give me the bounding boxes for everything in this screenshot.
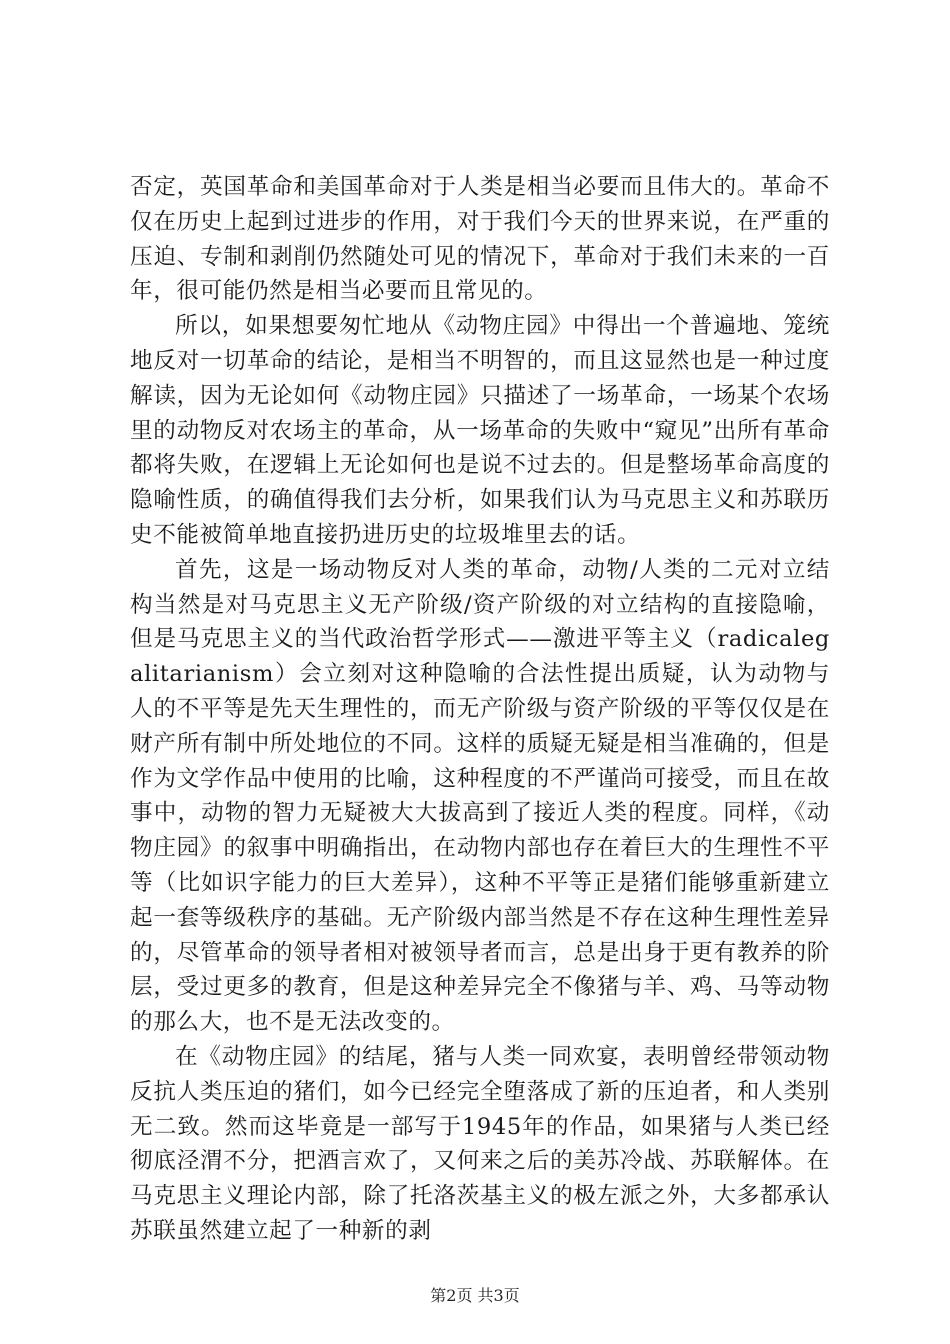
paragraph-3: 首先，这是一场动物反对人类的革命，动物/人类的二元对立结构当然是对马克思主义无产阶级/资产阶级的对立结构的直接隐喻，但是马克思主义的当代政治哲学形式——激进平等主义（radicalegalitarianism）会立刻对这种隐喻的合法性提出质疑，认为动物与人的不平等是先天生理性的，而无产阶级与资产阶级的平等仅仅是在财产所有制中所处地位的不同。这样的质疑无疑是相当准确的，但是作为文学作品中使用的比喻，这种程度的不严谨尚可接受，而且在故事中，动物的智力无疑被大大拔高到了接近人类的程度。同样，《动物庄园》的叙事中明确指出，在动物内部也存在着巨大的生理性不平等（比如识字能力的巨大差异），这种不平等正是猪们能够重新建立起一套等级秩序的基础。无产阶级内部当然是不存在这种生理性差异的，尽管革命的领导者相对被领导者而言，总是出身于更有教养的阶层，受过更多的教育，但是这种差异完全不像猪与羊、鸡、马等动物的那么大，也不是无法改变的。 [130, 556, 830, 1036]
page-number-footer: 第2页 共3页 [430, 1286, 520, 1305]
document-body [130, 170, 830, 1249]
paragraph-2: 所以，如果想要匆忙地从《动物庄园》中得出一个普遍地、笼统地反对一切革命的结论，是相当不明智的，而且这显然也是一种过度解读，因为无论如何《动物庄园》只描述了一场革命，一场某个农场里的动物反对农场主的革命，从一场革命的失败中“窥见”出所有革命都将失败，在逻辑上无论如何也是说不过去的。但是整场革命高度的隐喻性质，的确值得我们去分析，如果我们认为马克思主义和苏联历史不能被简单地直接扔进历史的垃圾堆里去的话。 [130, 313, 830, 548]
paragraph-4: 在《动物庄园》的结尾，猪与人类一同欢宴，表明曾经带领动物反抗人类压迫的猪们，如今已经完全堕落成了新的压迫者，和人类别无二致。然而这毕竟是一部写于1945年的作品，如果猪与人类已经彻底泾渭不分，把酒言欢了，又何来之后的美苏冷战、苏联解体。在马克思主义理论内部，除了托洛茨基主义的极左派之外，大多都承认苏联虽然建立起了一种新的剥 [130, 1043, 830, 1244]
paragraph-1: 否定，英国革命和美国革命对于人类是相当必要而且伟大的。革命不仅在历史上起到过进步的作用，对于我们今天的世界来说，在严重的压迫、专制和剥削仍然随处可见的情况下，革命对于我们未来的一百年，很可能仍然是相当必要而且常见的。 [130, 174, 830, 305]
